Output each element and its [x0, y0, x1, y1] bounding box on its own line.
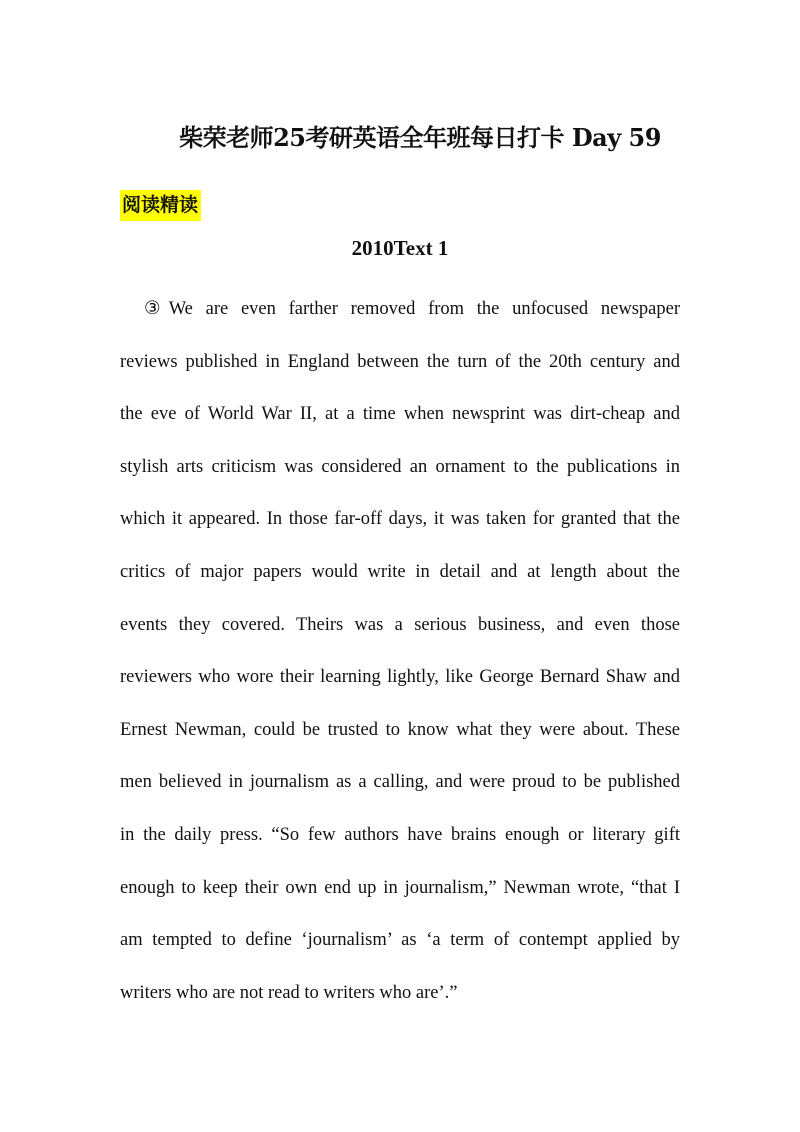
text-heading: 2010Text 1 [351, 236, 449, 260]
passage-line: ③We are even farther removed from the unfocused newspaper [144, 299, 680, 319]
passage-line: Ernest Newman, could be trusted to know what they were about. These [120, 719, 680, 740]
passage-line: enough to keep their own end up in journalism,” Newman wrote, “that I [120, 877, 680, 898]
passage-line: events they covered. Theirs was a serious business, and even those [120, 614, 680, 635]
passage-line: which it appeared. In those far-off days, it was taken for granted that the [120, 509, 680, 530]
page-title: 柴荣老师25考研英语全年班每日打卡 Day 59 [179, 123, 661, 152]
passage-line: the eve of World War II, at a time when newsprint was dirt-cheap and [120, 404, 680, 425]
section-label-highlighted: 阅读精读 [120, 190, 201, 221]
passage-line: writers who are not read to writers who are’.” [120, 982, 458, 1003]
passage-line: in the daily press. “So few authors have brains enough or literary gift [120, 824, 680, 845]
passage-line: am tempted to define ‘journalism’ as ‘a term of contempt applied by [120, 930, 680, 951]
passage-line: stylish arts criticism was considered an ornament to the publications in [120, 456, 680, 477]
passage-line: reviews published in England between the turn of the 20th century and [120, 351, 680, 372]
passage-line: critics of major papers would write in detail and at length about the [120, 561, 680, 582]
passage-line: reviewers who wore their learning lightly, like George Bernard Shaw and [120, 667, 680, 688]
passage-line: men believed in journalism as a calling, and were proud to be published [120, 772, 680, 793]
passage-body [120, 283, 680, 1019]
